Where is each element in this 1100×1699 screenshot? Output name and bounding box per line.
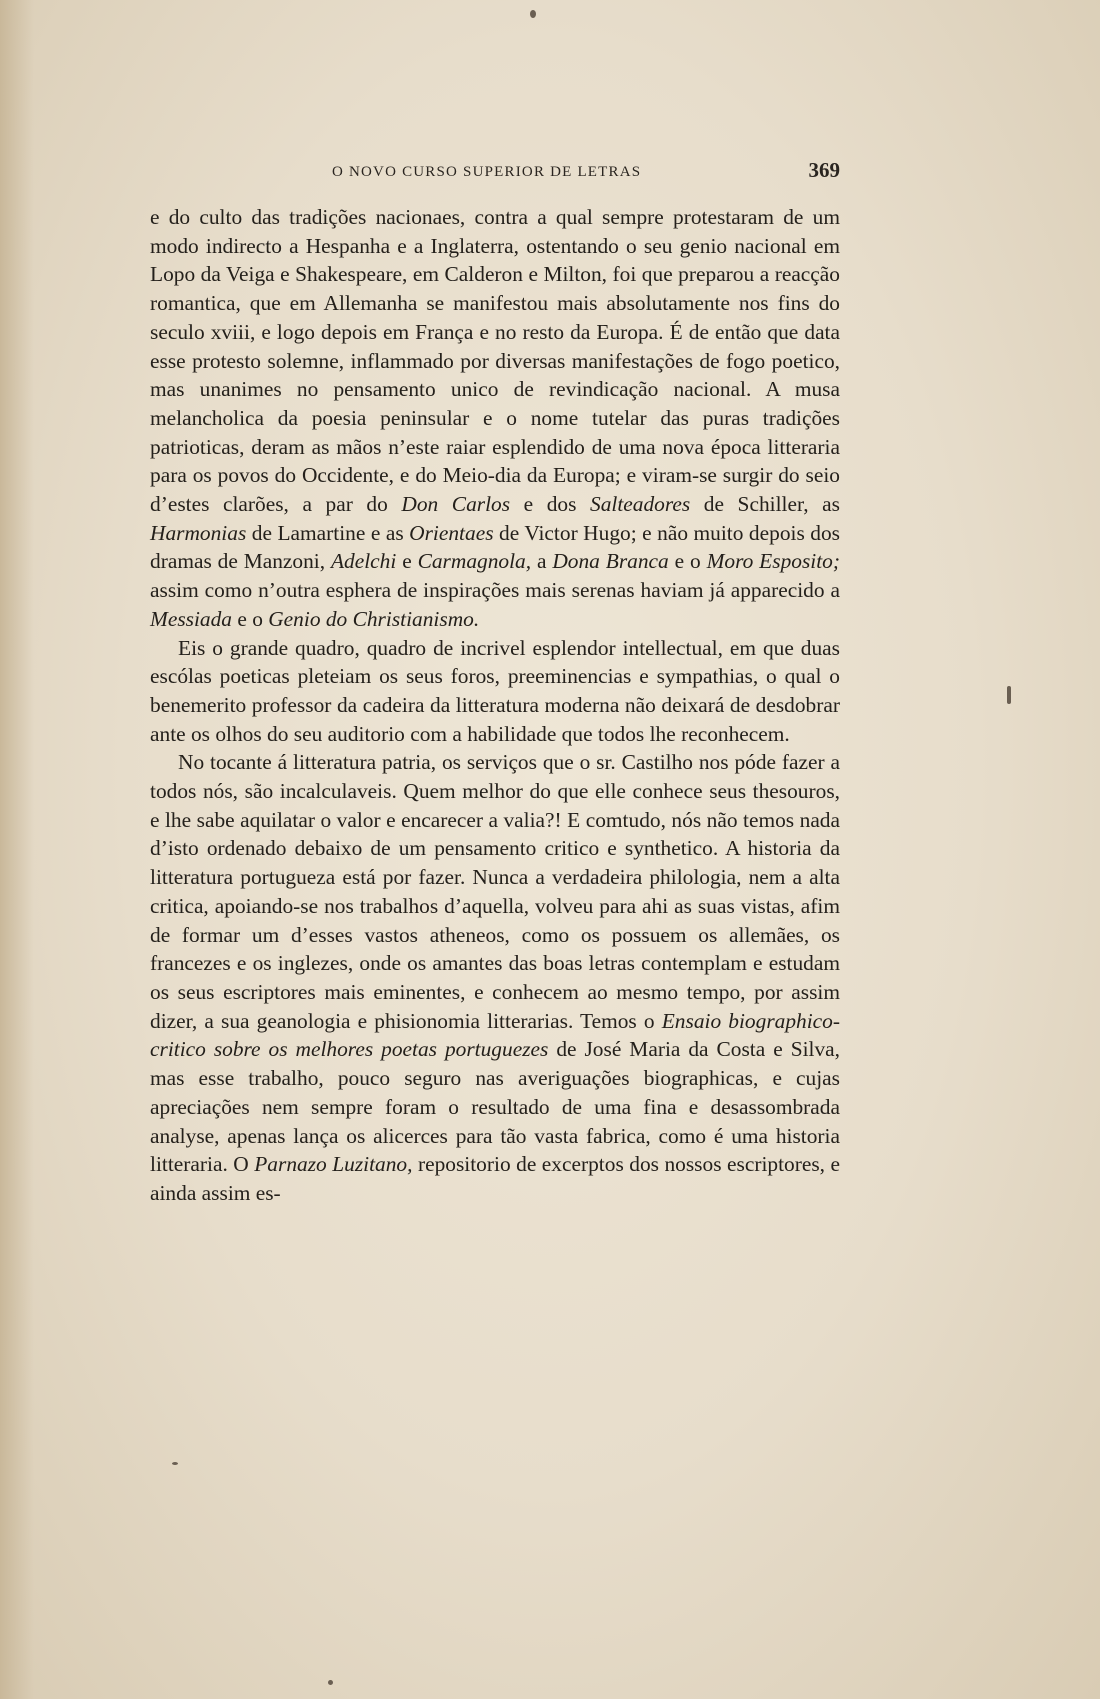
- italic-title: Harmonias: [150, 520, 247, 545]
- text-run: repositorio de excerptos dos nossos escriptores, e ainda assim es-: [150, 1152, 841, 1205]
- italic-title: Genio do Christianismo.: [268, 606, 480, 631]
- text-run: de Lamartine e as: [246, 520, 410, 545]
- running-head: O NOVO CURSO SUPERIOR DE LETRAS: [332, 164, 642, 180]
- text-run: e o: [232, 606, 269, 631]
- paper-speck: [1007, 686, 1011, 704]
- text-run: assim como n’outra esphera de inspirações mais serenas haviam já apparecido a: [150, 578, 840, 603]
- paper-speck: [328, 1680, 333, 1685]
- text-run: e do culto das tradições nacionaes, contra a qual sempre protestaram de um modo indirecto a Hespanha e a Inglaterra, ostentando o seu genio nacional em Lopo da Veiga e Shakespeare, em Calderon e Milton, foi que preparou a reacção romantica, que em Allemanha se manifestou mais absolutamente nos fins do seculo xviii, e logo depois em França e no resto da Europa. É de então que data esse protesto solemne, inflammado por diversas manifestações de fogo poetico, mas unanimes no pensamento unico de revindicação nacional. A musa melancholica da poesia peninsular e o nome tutelar das puras tradições patrioticas, deram as mãos n’este raiar esplendido de uma nova época litteraria para os povos do Occidente, e do Meio-dia da Europa; e viram-se surgir do seio d’estes clarões, a par do: [150, 205, 840, 517]
- paper-speck: [172, 1462, 178, 1465]
- paragraph: [150, 634, 840, 749]
- text-run: No tocante á litteratura patria, os serviços que o sr. Castilho nos póde fazer a todos nós, são incalculaveis. Quem melhor do que elle conhece seus thesouros, e lhe sabe aquilatar o valor e encarecer a valia?! E comtudo, nós não temos nada d’isto ordenado debaixo de um pensamento critico e synthetico. A historia da litteratura portugueza está por fazer. Nunca a verdadeira philologia, nem a alta critica, apoiando-se nos trabalhos d’aquella, volveu para ahi as suas vistas, afim de formar um d’esses vastos atheneos, como os possuem os allemães, os francezes e os inglezes, onde os amantes das boas letras contemplam e estudam os seus escriptores mais eminentes, e conhecem ao mesmo tempo, por assim dizer, a sua geanologia e phisionomia litterarias. Temos o: [150, 750, 840, 1033]
- italic-title: Adelchi: [330, 549, 397, 574]
- italic-title: Ensaio biographico-critico sobre os melhores poetas portuguezes: [150, 1008, 840, 1062]
- text-run: e dos: [510, 492, 590, 517]
- text-run: e o: [668, 549, 707, 574]
- paragraph: [150, 748, 840, 1207]
- page-header: [150, 160, 840, 190]
- text-run: a: [531, 549, 553, 574]
- text-run: e: [396, 549, 418, 574]
- paragraph: [150, 203, 840, 634]
- page-number: 369: [808, 158, 840, 182]
- text-run: Eis o grande quadro, quadro de incrivel esplendor intellectual, em que duas escólas poeticas pleteiam os seus foros, preeminencias e sympathias, o qual o benemerito professor da cadeira da litteratura moderna não deixará de desdobrar ante os olhos do seu auditorio com a habilidade que todos lhe reconhecem.: [150, 635, 840, 746]
- italic-title: Parnazo Luzitano,: [254, 1152, 413, 1177]
- page-edge-shadow: [0, 0, 34, 1699]
- italic-title: Salteadores: [590, 492, 691, 517]
- text-run: de Victor Hugo; e não muito depois dos dramas de Manzoni,: [150, 520, 840, 574]
- italic-title: Don Carlos: [401, 492, 511, 517]
- italic-title: Moro Esposito;: [706, 549, 840, 574]
- italic-title: Messiada: [150, 606, 232, 631]
- italic-title: Orientaes: [409, 520, 494, 545]
- paper-speck: [530, 10, 536, 18]
- text-run: de José Maria da Costa e Silva, mas esse trabalho, pouco seguro nas averiguações biographicas, e cujas apreciações nem sempre foram o resultado de uma fina e desassombrada analyse, apenas lança os alicerces para tão vasta fabrica, como é uma historia litteraria. O: [150, 1037, 841, 1177]
- body-text: [150, 203, 840, 1208]
- text-run: de Schiller, as: [690, 492, 840, 517]
- italic-title: Dona Branca: [552, 549, 669, 574]
- italic-title: Carmagnola,: [417, 549, 532, 574]
